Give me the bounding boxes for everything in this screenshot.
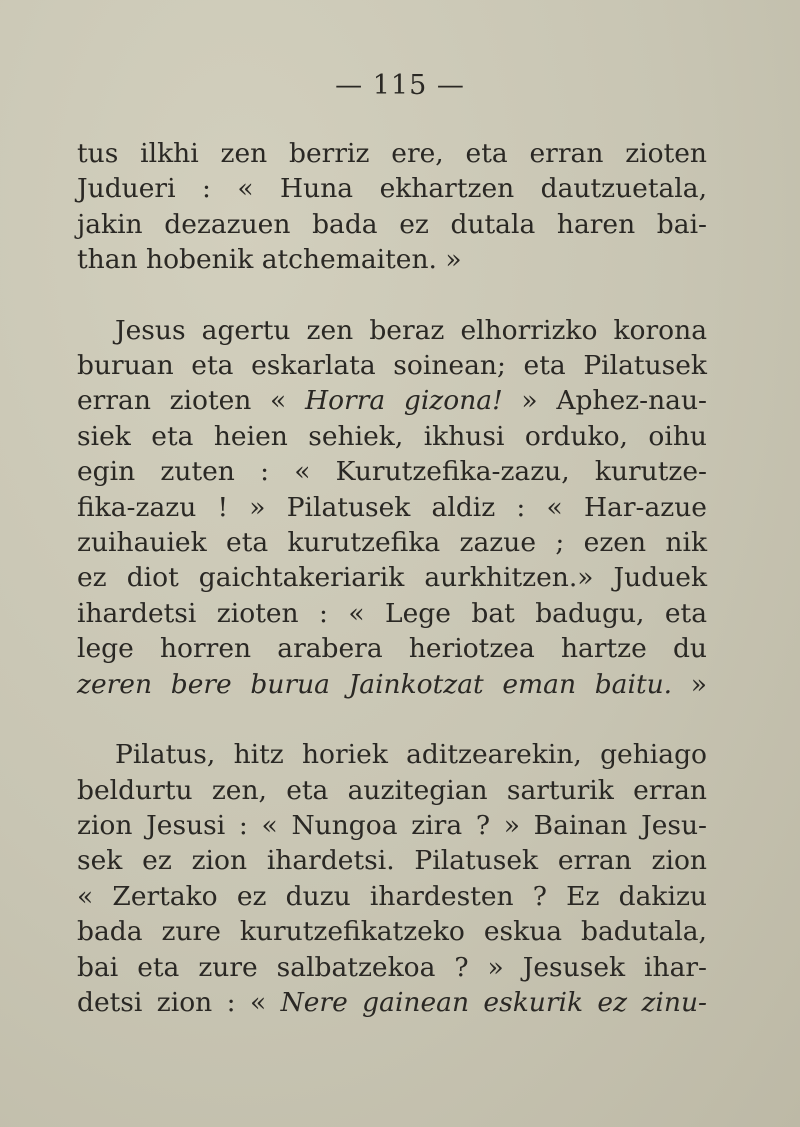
italic-quote: zeren bere burua Jainkotzat eman baitu. [77, 668, 673, 700]
text-line: zion Jesusi : « Nungoa zira ? » Bainan Jesu- [77, 809, 707, 841]
paragraph-1 [77, 136, 707, 278]
text-segment: » [672, 668, 707, 700]
text-line: siek eta heien sehiek, ikhusi orduko, oihu [77, 420, 707, 452]
text-line: sek ez zion ihardetsi. Pilatusek erran zion [77, 845, 707, 877]
text-line: Judueri : « Huna ekhartzen dautzuetala, [77, 173, 707, 205]
italic-quote: Horra gizona! [304, 385, 503, 417]
text-line-with-italic [77, 667, 707, 702]
text-line: than hobenik atchemaiten. » [77, 244, 462, 276]
text-line: « Zertako ez duzu ihardesten ? Ez dakizu [77, 880, 707, 912]
text-line: egin zuten : « Kurutzefika-zazu, kurutze- [77, 456, 707, 488]
paragraph-3 [77, 737, 707, 1020]
text-line: jakin dezazuen bada ez dutala haren bai- [77, 208, 707, 240]
text-line: fika-zazu ! » Pilatusek aldiz : « Har-azue [77, 491, 707, 523]
text-segment: erran zioten « [77, 385, 305, 417]
text-line: ez diot gaichtakeriarik aurkhitzen.» Juduek [77, 562, 707, 594]
text-line: bada zure kurutzefikatzeko eskua badutala, [77, 916, 707, 948]
text-segment: » Aphez-nau- [502, 385, 707, 417]
text-line: Pilatus, hitz horiek aditzearekin, gehiago [115, 739, 707, 771]
text-line: Jesus agertu zen beraz elhorrizko korona [115, 314, 707, 346]
text-line-with-italic [77, 985, 707, 1020]
text-body [77, 136, 707, 1020]
text-line: lege horren arabera heriotzea hartze du [77, 633, 707, 665]
text-line: ihardetsi zioten : « Lege bat badugu, eta [77, 597, 707, 629]
text-line: tus ilkhi zen berriz ere, eta erran zioten [77, 138, 707, 169]
page-number: — 115 — [335, 70, 465, 101]
text-line: beldurtu zen, eta auzitegian sarturik erran [77, 774, 707, 806]
text-line: bai eta zure salbatzekoa ? » Jesusek ihar- [77, 951, 707, 983]
text-segment: detsi zion : « [77, 986, 281, 1018]
italic-quote: Nere gainean eskurik ez zinu- [280, 986, 707, 1018]
paragraph-2 [77, 313, 707, 702]
text-line: zuihauiek eta kurutzefika zazue ; ezen nik [77, 527, 707, 559]
text-line-with-italic [77, 383, 707, 418]
text-line: buruan eta eskarlata soinean; eta Pilatusek [77, 350, 707, 382]
